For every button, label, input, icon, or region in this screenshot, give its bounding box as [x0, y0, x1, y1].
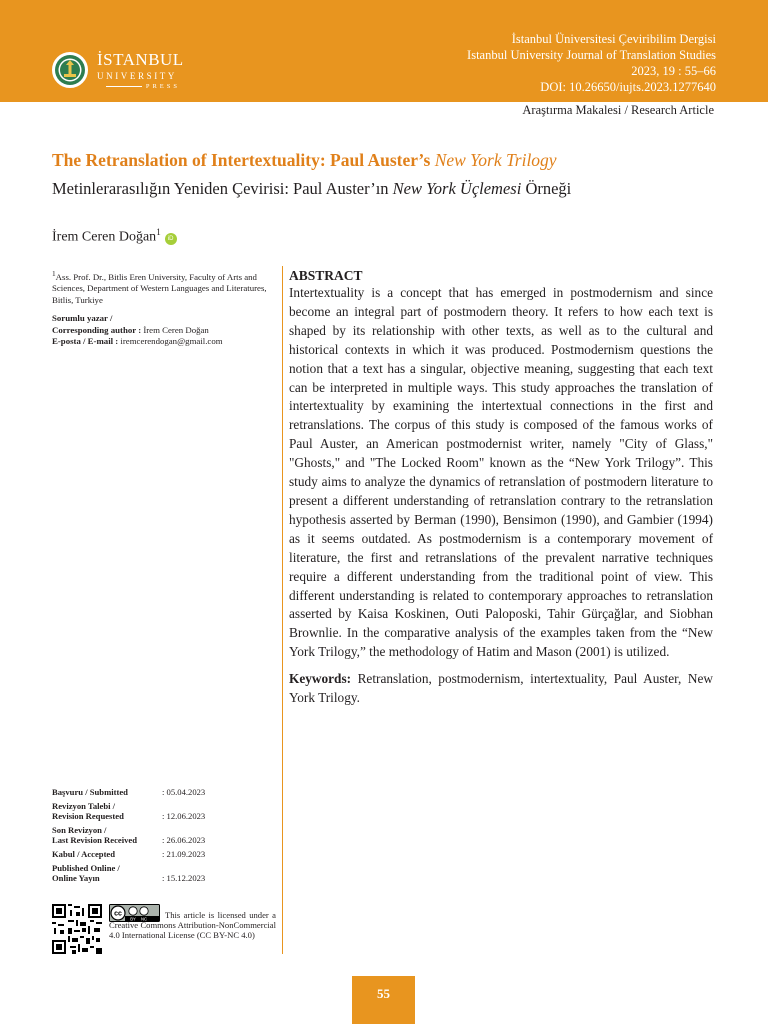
column-divider — [282, 266, 283, 954]
date-row-published: Published Online / Online Yayın : 15.12.2023 — [52, 862, 206, 884]
journal-name-en: Istanbul University Journal of Translation Studies — [467, 48, 716, 62]
corresponding-email: E-posta / E-mail : iremcerendogan@gmail.com — [52, 336, 223, 346]
abstract-section — [289, 268, 713, 708]
logo-wordmark: İSTANBUL — [97, 50, 184, 69]
logo-press: PRESS — [97, 83, 180, 91]
header-banner — [0, 0, 768, 102]
journal-volume-pages: 2023, 19 : 55–66 — [631, 64, 716, 78]
corresponding-author: Corresponding author : İrem Ceren Doğan — [52, 324, 209, 335]
abstract-body: Intertextuality is a concept that has emerged in postmodernism and since become an integral part of postmodern theory. It refers to how each text is shaped by its relationship with other texts, as well as to the cultural and historical contexts in which it was produced. Postmodernism questions the notion that a text has a singular, objective meaning, suggesting that each text can be interpreted in multiple ways. This study approaches the translation of intertextuality by examining the intertextual connections in the first and retranslations. The corpus of this study is composed of the famous works of Paul Auster, an American postmodernist writer, namely "City of Glass," "Ghosts," and "The Locked Room" known as the “New York Trilogy”. This study aims to analyze the dynamics of retranslation of postmodern literature to present a different understanding of retranslation contrary to the retranslation hypothesis asserted by Berman (1990), Bensimon (1990), and Gambier (1994) as it seems outdated. As postmodernism is a contemporary movement of literature, the first and retranslations of the prevalent narrative techniques require a different understanding from the traditional point of view. This different understanding is related to contemporary approaches to retranslation asserted by Kaisa Koskinen, Outi Paloposki, Tahir Gürçağlar, and Siobhan Brownlie. In the comparative analysis of the examples taken from the “New York Trilogy,” the methodology of Hatim and Mason (2001) is utilized. — [289, 285, 713, 660]
corresponding-label-tr: Sorumlu yazar / — [52, 313, 113, 323]
date-row-submitted: Başvuru / Submitted : 05.04.2023 — [52, 787, 206, 797]
author-name: İrem Ceren Doğan — [52, 229, 157, 245]
date-row-accepted: Kabul / Accepted : 21.09.2023 — [52, 848, 206, 859]
university-logo[interactable] — [52, 49, 182, 95]
abstract-heading: ABSTRACT — [289, 268, 363, 283]
svg-text:NC: NC — [140, 916, 148, 922]
article-title-turkish: Metinlerarasılığın Yeniden Çevirisi: Paul Auster’ın New York Üçlemesi Örneği — [52, 179, 572, 198]
journal-doi[interactable]: DOI: 10.26650/iujts.2023.1277640 — [540, 80, 716, 94]
journal-name-tr: İstanbul Üniversitesi Çeviribilim Dergisi — [511, 32, 716, 46]
article-title-italic: New York Trilogy — [434, 150, 557, 170]
page-number-box — [352, 976, 415, 1024]
email-link[interactable]: iremcerendogan@gmail.com — [120, 336, 223, 346]
correspondence-block — [52, 313, 276, 348]
logo-subtitle: UNIVERSITY — [97, 71, 177, 81]
author-line: İrem Ceren Doğan$^1$iD — [52, 223, 177, 247]
article-title: The Retranslation of Intertextuality: Paul Auster’s New York Trilogy — [52, 150, 557, 170]
submission-dates — [52, 787, 276, 884]
date-row-last-revision: Son Revizyon / Last Revision Received : 26.06.2023 — [52, 824, 206, 846]
university-seal-icon — [52, 52, 88, 88]
svg-text:BY: BY — [130, 916, 136, 922]
license-block — [52, 904, 276, 956]
svg-text:cc: cc — [114, 910, 122, 918]
license-text: This article is licensed under a Creative Commons Attribution-NonCommercial 4.0 International License (CC BY-NC 4.0) — [109, 910, 276, 941]
author-affiliation: $^1$Ass. Prof. Dr., Bitlis Eren University, Faculty of Arts and Sciences, Department of Western Languages and Literatures, Bitlis, Turkiye — [52, 269, 267, 305]
orcid-icon[interactable]: iD — [165, 233, 177, 245]
journal-info — [467, 31, 716, 95]
article-type: Araştırma Makalesi / Research Article — [522, 103, 714, 117]
qr-code-icon[interactable] — [52, 904, 102, 954]
keywords: Keywords: Retranslation, postmodernism, intertextuality, Paul Auster, New York Trilogy. — [289, 671, 713, 706]
page-number: 55 — [377, 986, 390, 1001]
date-row-revision-requested: Revizyon Talebi / Revision Requested : 12.06.2023 — [52, 800, 206, 822]
